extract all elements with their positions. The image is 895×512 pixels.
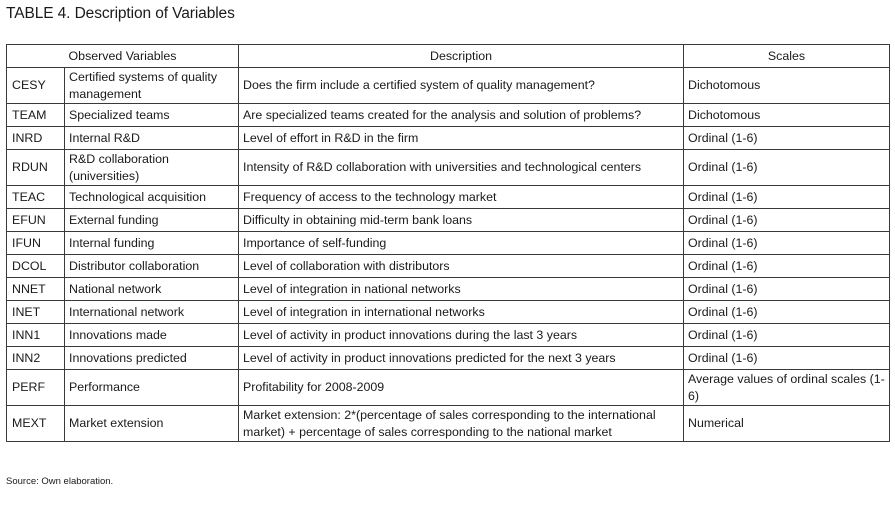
variable-code: INRD bbox=[7, 127, 65, 150]
variable-code: TEAM bbox=[7, 104, 65, 127]
variable-code: MEXT bbox=[7, 406, 65, 442]
variable-name: Distributor collaboration bbox=[65, 255, 239, 278]
table-row bbox=[7, 278, 890, 301]
variable-description: Difficulty in obtaining mid-term bank loans bbox=[239, 209, 684, 232]
variable-scale: Ordinal (1-6) bbox=[684, 186, 890, 209]
variable-scale: Ordinal (1-6) bbox=[684, 209, 890, 232]
variables-table bbox=[6, 44, 890, 442]
variable-scale: Numerical bbox=[684, 406, 890, 442]
variable-name: Specialized teams bbox=[65, 104, 239, 127]
variable-name: Certified systems of quality management bbox=[65, 68, 239, 104]
variable-code: RDUN bbox=[7, 150, 65, 186]
variable-description: Level of collaboration with distributors bbox=[239, 255, 684, 278]
variable-description: Profitability for 2008-2009 bbox=[239, 370, 684, 406]
variable-scale: Ordinal (1-6) bbox=[684, 347, 890, 370]
variable-description: Level of integration in national networks bbox=[239, 278, 684, 301]
variable-code: INN2 bbox=[7, 347, 65, 370]
table-row bbox=[7, 68, 890, 104]
variable-scale: Dichotomous bbox=[684, 104, 890, 127]
variable-name: Market extension bbox=[65, 406, 239, 442]
table-row bbox=[7, 209, 890, 232]
variable-code: EFUN bbox=[7, 209, 65, 232]
header-row bbox=[7, 45, 890, 68]
table-row bbox=[7, 301, 890, 324]
variable-code: DCOL bbox=[7, 255, 65, 278]
variable-name: Performance bbox=[65, 370, 239, 406]
table-row bbox=[7, 186, 890, 209]
variable-name: R&D collaboration (universities) bbox=[65, 150, 239, 186]
variable-name: External funding bbox=[65, 209, 239, 232]
variable-code: INET bbox=[7, 301, 65, 324]
variable-description: Are specialized teams created for the analysis and solution of problems? bbox=[239, 104, 684, 127]
variable-code: TEAC bbox=[7, 186, 65, 209]
header-description: Description bbox=[239, 45, 684, 68]
variable-description: Does the firm include a certified system of quality management? bbox=[239, 68, 684, 104]
variable-description: Level of integration in international networks bbox=[239, 301, 684, 324]
table-row bbox=[7, 104, 890, 127]
variable-code: IFUN bbox=[7, 232, 65, 255]
variable-description: Frequency of access to the technology market bbox=[239, 186, 684, 209]
table-row bbox=[7, 347, 890, 370]
variable-name: National network bbox=[65, 278, 239, 301]
variable-name: Internal funding bbox=[65, 232, 239, 255]
header-observed-variables: Observed Variables bbox=[7, 45, 239, 68]
variable-code: INN1 bbox=[7, 324, 65, 347]
table-row bbox=[7, 370, 890, 406]
variable-description: Level of activity in product innovations predicted for the next 3 years bbox=[239, 347, 684, 370]
variable-scale: Dichotomous bbox=[684, 68, 890, 104]
variable-scale: Ordinal (1-6) bbox=[684, 127, 890, 150]
variable-code: NNET bbox=[7, 278, 65, 301]
table-row bbox=[7, 255, 890, 278]
table-row bbox=[7, 406, 890, 442]
table-row bbox=[7, 150, 890, 186]
variable-name: Innovations made bbox=[65, 324, 239, 347]
variable-description: Level of activity in product innovations during the last 3 years bbox=[239, 324, 684, 347]
variable-scale: Ordinal (1-6) bbox=[684, 255, 890, 278]
variable-name: Innovations predicted bbox=[65, 347, 239, 370]
variable-scale: Ordinal (1-6) bbox=[684, 301, 890, 324]
variable-description: Intensity of R&D collaboration with universities and technological centers bbox=[239, 150, 684, 186]
variable-name: International network bbox=[65, 301, 239, 324]
variable-code: CESY bbox=[7, 68, 65, 104]
variable-scale: Average values of ordinal scales (1-6) bbox=[684, 370, 890, 406]
variable-name: Technological acquisition bbox=[65, 186, 239, 209]
header-scales: Scales bbox=[684, 45, 890, 68]
variable-name: Internal R&D bbox=[65, 127, 239, 150]
variable-scale: Ordinal (1-6) bbox=[684, 150, 890, 186]
variable-scale: Ordinal (1-6) bbox=[684, 278, 890, 301]
table-title: TABLE 4. Description of Variables bbox=[6, 5, 235, 22]
variable-description: Market extension: 2*(percentage of sales corresponding to the international market) + percentage of sales corresponding to the national market bbox=[239, 406, 684, 442]
table-row bbox=[7, 324, 890, 347]
variable-scale: Ordinal (1-6) bbox=[684, 232, 890, 255]
variable-code: PERF bbox=[7, 370, 65, 406]
table-row bbox=[7, 127, 890, 150]
variable-scale: Ordinal (1-6) bbox=[684, 324, 890, 347]
variable-description: Importance of self-funding bbox=[239, 232, 684, 255]
table-row bbox=[7, 232, 890, 255]
source-note: Source: Own elaboration. bbox=[6, 476, 114, 487]
variable-description: Level of effort in R&D in the firm bbox=[239, 127, 684, 150]
